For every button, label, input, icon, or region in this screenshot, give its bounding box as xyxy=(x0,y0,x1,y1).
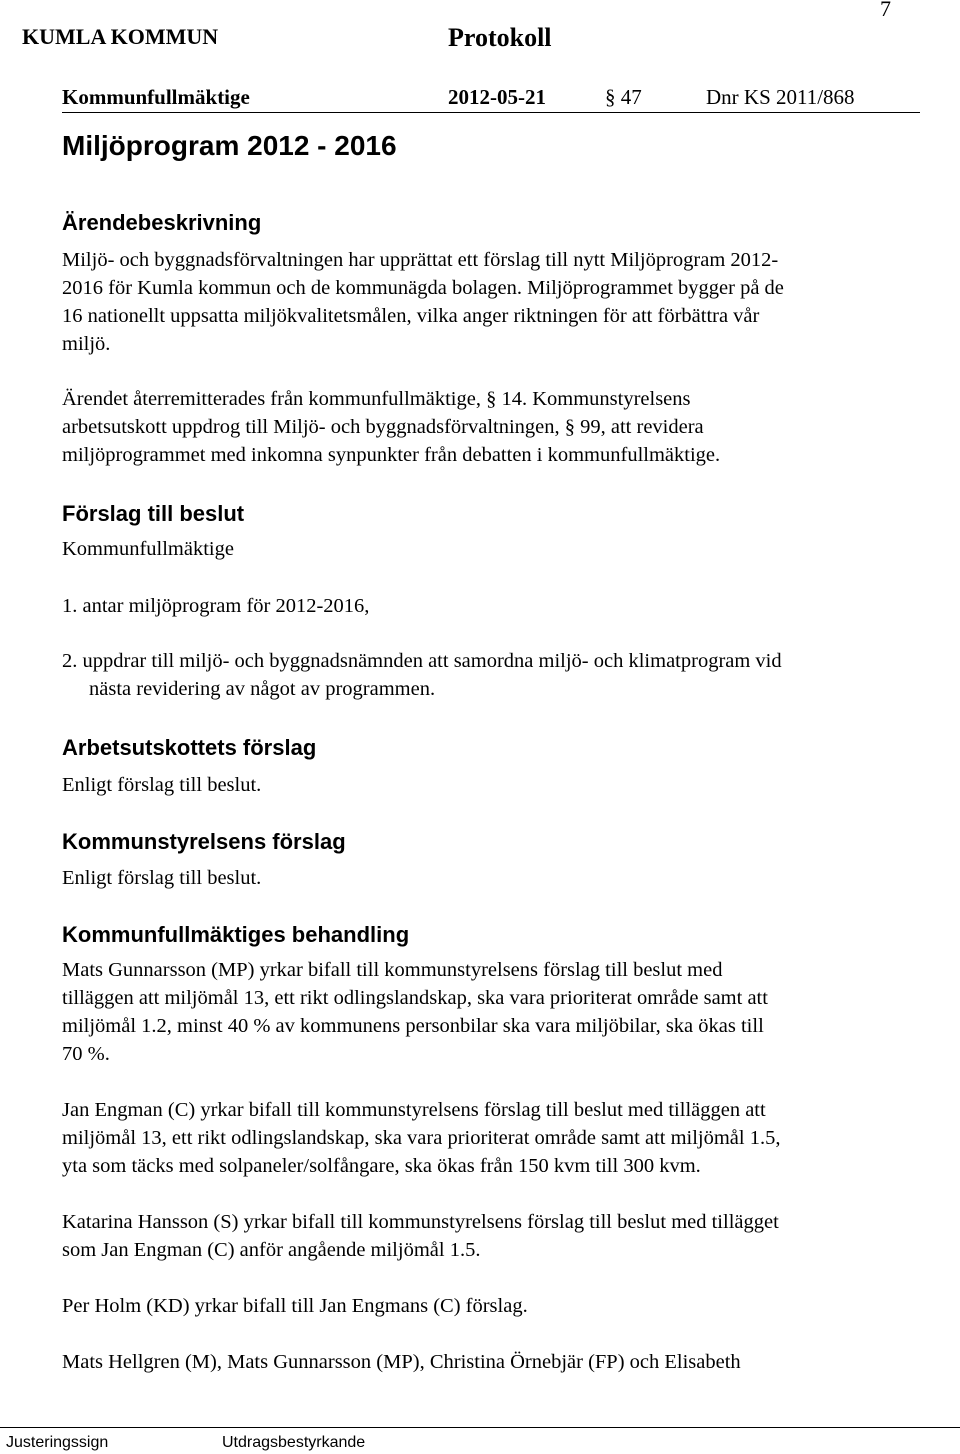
text-line: miljömål 13, ett rikt odlingslandskap, ska vara prioriterat område samt att miljömål 1.5, xyxy=(62,1127,781,1149)
text-fragment: 14. Kommunstyrelsens xyxy=(501,388,691,410)
kf-paragraph-2 xyxy=(62,1096,780,1180)
section-heading-kf: Kommunfullmäktiges behandling xyxy=(62,922,410,947)
text-line: Jan Engman (C) yrkar bifall till kommunstyrelsens förslag till beslut med tilläggen att xyxy=(62,1099,766,1121)
organization-name: KUMLA KOMMUN xyxy=(22,24,219,49)
header-date: 2012-05-21 xyxy=(448,85,546,109)
text-line: 70 %. xyxy=(62,1043,110,1065)
arende-paragraph-2 xyxy=(62,385,720,469)
ks-text: Enligt förslag till beslut. xyxy=(62,867,262,889)
text-line: miljö. xyxy=(62,333,111,355)
section-heading-arende: Ärendebeskrivning xyxy=(62,210,262,235)
forslag-item-2 xyxy=(62,647,782,675)
page-title: Miljöprogram 2012 - 2016 xyxy=(62,130,397,161)
text-line: 16 nationellt uppsatta miljökvalitetsmålen, vilka anger riktningen för att förbättra vår xyxy=(62,305,760,327)
text-line xyxy=(62,413,720,441)
kf-paragraph-1 xyxy=(62,956,768,1068)
text-fragment: arbetsutskott uppdrog till Miljö- och byggnadsförvaltningen, xyxy=(62,416,560,438)
kf-paragraph-5: Mats Hellgren (M), Mats Gunnarsson (MP), Christina Örnebjär (FP) och Elisabeth xyxy=(62,1351,741,1373)
footer-utdragsbestyrkande: Utdragsbestyrkande xyxy=(222,1434,366,1451)
section-heading-au: Arbetsutskottets förslag xyxy=(62,735,317,760)
au-text: Enligt förslag till beslut. xyxy=(62,774,262,796)
kf-paragraph-4: Per Holm (KD) yrkar bifall till Jan Engmans (C) förslag. xyxy=(62,1295,528,1317)
forslag-subheading: Kommunfullmäktige xyxy=(62,538,234,560)
list-text: uppdrar till miljö- och byggnadsnämnden att samordna miljö- och klimatprogram vid xyxy=(82,650,782,672)
section-sign-icon: § xyxy=(486,388,497,410)
list-number: 2. xyxy=(62,650,78,672)
text-fragment: Ärendet återremitterades från kommunfullmäktige, xyxy=(62,388,481,410)
text-line: tilläggen att miljömål 13, ett rikt odlingslandskap, ska vara prioriterat område samt att xyxy=(62,987,768,1009)
header-rule xyxy=(62,112,920,113)
list-text: antar miljöprogram för 2012-2016, xyxy=(82,595,370,617)
arende-paragraph-1 xyxy=(62,246,784,358)
text-line: miljöprogrammet med inkomna synpunkter från debatten i kommunfullmäktige. xyxy=(62,444,721,466)
forslag-item-1 xyxy=(62,592,369,620)
header-body: Kommunfullmäktige xyxy=(62,85,250,109)
section-heading-forslag: Förslag till beslut xyxy=(62,501,245,526)
section-sign-icon: § xyxy=(564,416,576,438)
document-type: Protokoll xyxy=(448,23,552,52)
page-number: 7 xyxy=(880,0,891,21)
text-line: som Jan Engman (C) anför angående miljömål 1.5. xyxy=(62,1239,481,1261)
text-line: yta som täcks med solpaneler/solfångare, ska ökas från 150 kvm till 300 kvm. xyxy=(62,1155,701,1177)
text-line xyxy=(62,385,720,413)
kf-paragraph-3 xyxy=(62,1208,779,1264)
diary-number: Dnr KS 2011/868 xyxy=(706,85,855,109)
text-line: Katarina Hansson (S) yrkar bifall till kommunstyrelsens förslag till beslut med tillägget xyxy=(62,1211,779,1233)
text-line: Miljö- och byggnadsförvaltningen har upprättat ett förslag till nytt Miljöprogram 2012- xyxy=(62,249,779,271)
footer-rule xyxy=(0,1427,960,1428)
paragraph-number: 47 xyxy=(620,85,642,109)
list-number: 1. xyxy=(62,595,78,617)
footer-justeringssign: Justeringssign xyxy=(6,1434,109,1451)
text-fragment: 99, att revidera xyxy=(580,416,704,438)
section-sign-icon: § xyxy=(605,85,616,109)
text-line: 2016 för Kumla kommun och de kommunägda bolagen. Miljöprogrammet bygger på de xyxy=(62,277,784,299)
forslag-item-2-continued: nästa revidering av något av programmen. xyxy=(89,678,436,700)
text-line: Mats Gunnarsson (MP) yrkar bifall till kommunstyrelsens förslag till beslut med xyxy=(62,959,723,981)
text-line: miljömål 1.2, minst 40 % av kommunens personbilar ska vara miljöbilar, ska ökas till xyxy=(62,1015,764,1037)
section-heading-ks: Kommunstyrelsens förslag xyxy=(62,829,346,854)
paragraph-ref xyxy=(605,85,642,110)
